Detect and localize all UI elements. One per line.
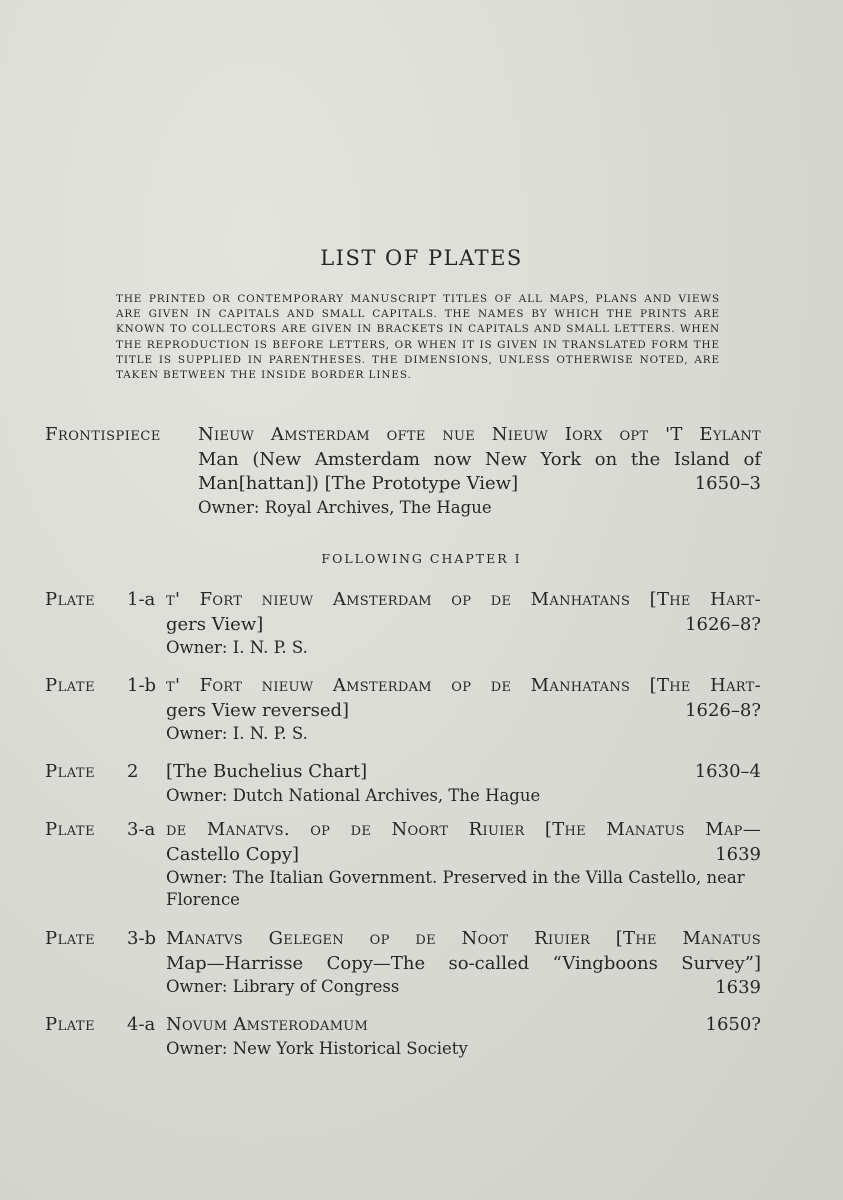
entry-title-line: Map—Harrisse Copy—The so-called “Vingboons Survey”] <box>166 952 761 974</box>
entry-body <box>166 1013 761 1060</box>
plate-number: 4-a <box>127 1014 156 1035</box>
entry-title-line: t' Fort nieuw Amsterdam op de Manhatans [The Hart- <box>166 675 761 696</box>
entry-title-line: [The Buchelius Chart] <box>166 761 368 782</box>
entry-title-row <box>166 1013 761 1038</box>
plate-number: 2 <box>127 761 139 782</box>
entry-owner: Owner: I. N. P. S. <box>166 638 308 657</box>
plate-entry <box>45 1013 761 1065</box>
entry-label: Plate <box>45 675 96 696</box>
plate-number: 1-a <box>127 589 156 610</box>
plate-entry <box>45 760 761 812</box>
entry-owner: Owner: Dutch National Archives, The Hague <box>166 785 541 805</box>
entry-title-line: Novum Amsterodamum <box>166 1014 369 1035</box>
entry-date: 1626–8? <box>685 613 761 635</box>
entry-title-line: de Manatvs. op de Noort Riuier [The Manatus Map— <box>166 819 761 840</box>
entry-title-line: Man[hattan]) [The Prototype View] <box>198 473 519 494</box>
entry-body <box>166 927 761 1001</box>
plate-entry <box>45 674 761 750</box>
entry-title-line: gers View] <box>166 613 264 635</box>
entry-body <box>166 674 761 745</box>
page-title: LIST OF PLATES <box>320 246 523 270</box>
entry-owner: Owner: Library of Congress <box>166 977 400 996</box>
entry-title-line: Manatvs Gelegen op de Noot Riuier [The Manatus <box>166 928 761 949</box>
entry-body <box>166 818 761 911</box>
entry-title-line: Castello Copy] <box>166 843 300 865</box>
intro-paragraph: THE PRINTED OR CONTEMPORARY MANUSCRIPT TITLES OF ALL MAPS, PLANS AND VIEWS ARE GIVEN IN CAPITALS AND SMALL CAPITALS. THE NAMES BY WHICH THE PRINTS ARE KNOWN TO COLLECTORS ARE GIVEN IN BRACKETS IN CAPITALS AND SMALL LETTERS. WHEN THE REPRODUCTION IS BEFORE LETTERS, OR WHEN IT IS GIVEN IN TRANSLATED FORM THE TITLE IS SUPPLIED IN PARENTHESES. THE DIMENSIONS, UNLESS OTHERWISE NOTED, ARE TAKEN BETWEEN THE INSIDE BORDER LINES. <box>116 293 720 382</box>
entry-label: Plate <box>45 928 96 949</box>
frontispiece-entry <box>45 423 761 523</box>
entry-date: 1639 <box>715 843 761 865</box>
entry-body <box>198 423 761 519</box>
entry-body <box>166 760 761 807</box>
entry-title-row <box>166 760 761 785</box>
entry-date: 1650–3 <box>694 473 761 494</box>
entry-label: Plate <box>45 761 96 782</box>
entry-date: 1626–8? <box>685 699 761 721</box>
section-heading: FOLLOWING CHAPTER I <box>321 551 522 566</box>
entry-owner: Owner: I. N. P. S. <box>166 724 308 743</box>
plate-number: 1-b <box>127 675 157 696</box>
entry-label: Plate <box>45 1014 96 1035</box>
entry-title-line: gers View reversed] <box>166 699 350 721</box>
entry-title-line: t' Fort nieuw Amsterdam op de Manhatans [The Hart- <box>166 589 761 610</box>
plate-entry <box>45 927 761 1003</box>
entry-label: Frontispiece <box>45 424 161 445</box>
entry-title-line: Man (New Amsterdam now New York on the Island of <box>198 448 761 470</box>
entry-label: Plate <box>45 589 96 610</box>
entry-label: Plate <box>45 819 96 840</box>
entry-title-row <box>166 843 761 868</box>
entry-date: 1639 <box>715 977 761 998</box>
plate-entry <box>45 818 761 914</box>
entry-body <box>166 588 761 659</box>
plate-number: 3-b <box>127 928 157 949</box>
entry-title-row <box>198 472 761 497</box>
entry-title-row <box>166 699 761 724</box>
entry-owner: Owner: Royal Archives, The Hague <box>198 497 492 517</box>
entry-owner-row <box>166 976 761 1001</box>
entry-title-line: Nieuw Amsterdam ofte nue Nieuw Iorx opt 'T Eylant <box>198 424 761 445</box>
entry-owner: Owner: The Italian Government. Preserved in the Villa Castello, near Florence <box>166 868 745 909</box>
entry-title-row <box>166 613 761 638</box>
entry-date: 1650? <box>705 1014 761 1035</box>
plate-number: 3-a <box>127 819 156 840</box>
plate-entry <box>45 588 761 664</box>
entry-date: 1630–4 <box>694 761 761 782</box>
entry-owner: Owner: New York Historical Society <box>166 1038 468 1058</box>
